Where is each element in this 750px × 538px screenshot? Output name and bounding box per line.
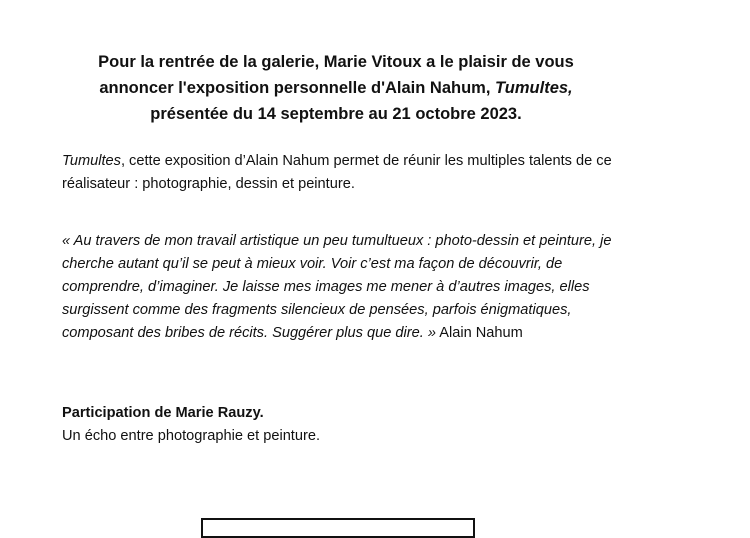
image-frame bbox=[201, 518, 475, 538]
intro-title: Tumultes bbox=[62, 153, 121, 169]
participation-section bbox=[62, 402, 622, 448]
intro-paragraph bbox=[62, 150, 622, 196]
exhibition-title: Tumultes, bbox=[495, 79, 573, 97]
quote-text: « Au travers de mon travail artistique un peu tumultueux : photo-dessin et peinture, je cherche autant qu’il se peut à mieux voir. Voir c’est ma façon de découvrir, de comprendre, d’imaginer. Je laisse mes images me mener à d’autres images, elles surgissent comme des fragments silencieux de pensées, parfois énigmatiques, composant des bribes de récits. Suggérer plus que dire. » bbox=[62, 233, 612, 341]
quote-author: Alain Nahum bbox=[435, 325, 523, 341]
participation-heading: Participation de Marie Rauzy. bbox=[62, 405, 264, 421]
announcement-dates: présentée du 14 septembre au 21 octobre 2023. bbox=[150, 105, 522, 123]
announcement-line-2: annoncer l'exposition personnelle d'Alain Nahum, bbox=[99, 79, 496, 97]
announcement-line-1: Pour la rentrée de la galerie, Marie Vitoux a le plaisir de vous bbox=[98, 53, 574, 71]
artist-quote bbox=[62, 230, 622, 345]
intro-text: , cette exposition d’Alain Nahum permet de réunir les multiples talents de ce réalisateur : photographie, dessin et peinture. bbox=[62, 153, 612, 192]
participation-text: Un écho entre photographie et peinture. bbox=[62, 428, 321, 444]
announcement-heading bbox=[62, 49, 610, 127]
